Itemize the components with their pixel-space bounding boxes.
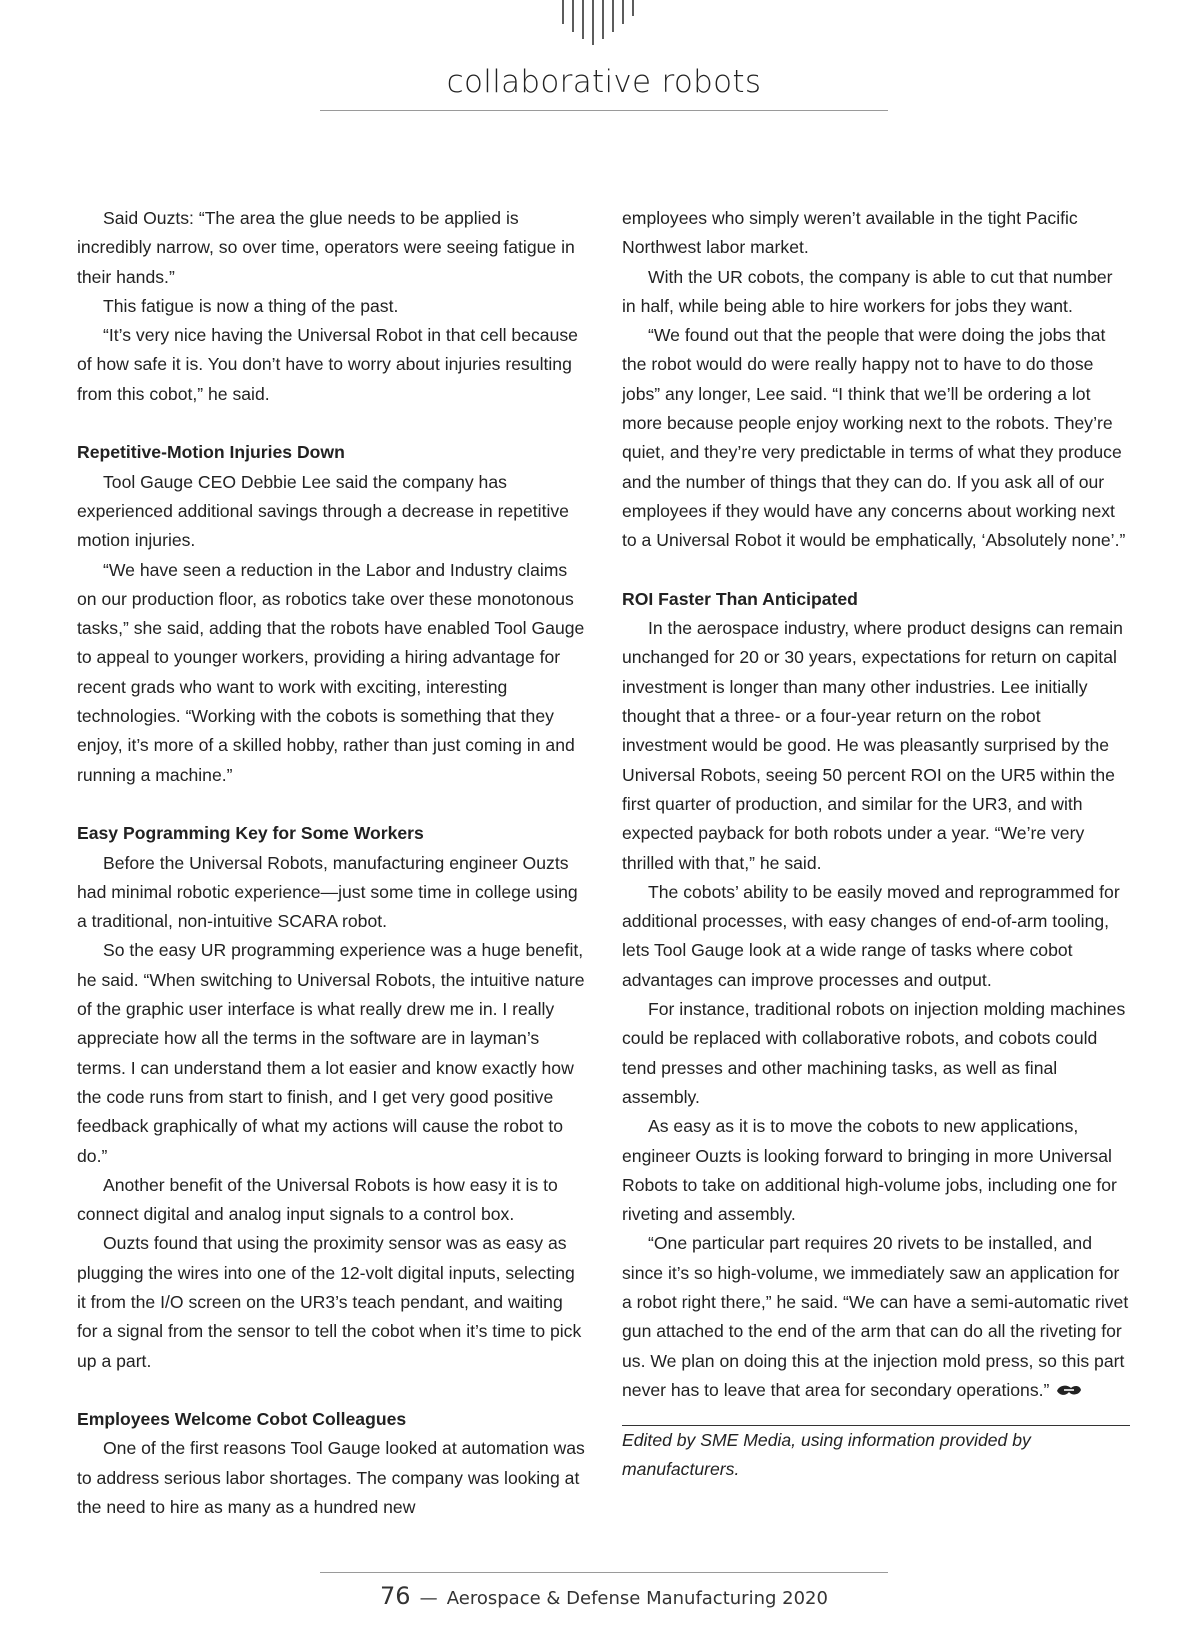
paragraph: As easy as it is to move the cobots to new applications, engineer Ouzts is looking forward to bringing in more Universal Robots to take on additional high-volume jobs, including one for riveting and assembly. — [622, 1116, 1117, 1225]
publication-name: Aerospace & Defense Manufacturing 2020 — [446, 1588, 828, 1609]
subheading: ROI Faster Than Anticipated — [622, 588, 858, 609]
paragraph: Before the Universal Robots, manufacturing engineer Ouzts had minimal robotic experience—just some time in college using a traditional, non-intuitive SCARA robot. — [77, 852, 578, 932]
footer-rule — [320, 1572, 888, 1573]
paragraph: In the aerospace industry, where product designs can remain unchanged for 20 or 30 years, expectations for return on capital investment is longer than many other industries. Lee initially thought that a three- or a four-year return on the robot investment would be good. He was pleasantly surprised by the Universal Robots, seeing 50 percent ROI on the UR5 within the first quarter of production, and similar for the UR3, and with expected payback for both robots under a year. “We’re very thrilled with that,” he said. — [622, 618, 1123, 873]
header-decoration-lines — [561, 0, 645, 46]
footer-separator: — — [419, 1588, 438, 1609]
paragraph: Tool Gauge CEO Debbie Lee said the company has experienced additional savings through a decrease in repetitive motion injuries. — [77, 471, 569, 551]
paragraph: Ouzts found that using the proximity sensor was as easy as plugging the wires into one of the 12-volt digital inputs, selecting it from the I/O screen on the UR3’s teach pendant, and waiting for a signal from the sensor to tell the cobot when it’s time to pick up a part. — [77, 1233, 582, 1371]
final-paragraph — [622, 1229, 1130, 1405]
paragraph: One of the first reasons Tool Gauge looked at automation was to address serious labor shortages. The company was looking at the need to hire as many as a hundred new — [77, 1438, 585, 1518]
subheading: Employees Welcome Cobot Colleagues — [77, 1409, 407, 1430]
editor-credit: Edited by SME Media, using information provided by manufacturers. — [622, 1430, 1031, 1480]
paragraph: For instance, traditional robots on injection molding machines could be replaced with collaborative robots, and cobots could tend presses and other machining tasks, as well as final assembly. — [622, 999, 1126, 1107]
paragraph: The cobots’ ability to be easily moved and reprogrammed for additional processes, with easy changes of end-of-arm tooling, lets Tool Gauge look at a wide range of tasks where cobot advantages can improve processes and output. — [622, 881, 1120, 990]
paragraph: With the UR cobots, the company is able to cut that number in half, while being able to hire workers for jobs they want. — [622, 266, 1113, 316]
page-footer — [0, 1582, 1200, 1610]
section-title: collaborative robots — [446, 64, 762, 100]
paragraph: “We have seen a reduction in the Labor and Industry claims on our production floor, as robotics take over these monotonous tasks,” she said, adding that the robots have enabled Tool Gauge to appeal to younger workers, providing a hiring advantage for recent grads who want to work with exciting, interesting technologies. “Working with the cobots is something that they enjoy, it’s more of a skilled hobby, rather than just coming in and running a machine.” — [77, 559, 585, 785]
subheading: Repetitive-Motion Injuries Down — [77, 442, 345, 463]
paragraph: So the easy UR programming experience was a huge benefit, he said. “When switching to Universal Robots, the intuitive nature of the graphic user interface is what really drew me in. I really appreciate how all the terms in the software are in layman’s terms. I can understand them a lot easier and know exactly how the code runs from start to finish, and I get very good positive feedback graphically of what my actions will cause the robot to do.” — [77, 940, 585, 1166]
final-paragraph-text: “One particular part requires 20 rivets to be installed, and since it’s so high-volume, we immediately saw an application for a robot right there,” he said. “We can have a semi-automatic rivet gun attached to the end of the arm that can do all the riveting for us. We plan on doing this at the injection mold press, so this part never has to leave that area for secondary operations.” — [622, 1233, 1129, 1400]
paragraph: “We found out that the people that were doing the jobs that the robot would do were really happy not to have to do those jobs” any longer, Lee said. “I think that we’ll be ordering a lot more because people enjoy working next to the robots. They’re quiet, and they’re very predictable in terms of what they produce and the number of things that they can do. If you ask all of our employees if they would have any concerns about working next to a Universal Robot it would be emphatically, ‘Absolutely none’.” — [622, 325, 1126, 551]
right-column — [622, 204, 1130, 1485]
header-rule — [320, 110, 888, 111]
paragraph: Another benefit of the Universal Robots is how easy it is to connect digital and analog input signals to a control box. — [77, 1174, 558, 1225]
paragraph: employees who simply weren’t available in the tight Pacific Northwest labor market. — [622, 208, 1078, 258]
paragraph: This fatigue is now a thing of the past. — [103, 295, 399, 316]
subheading: Easy Pogramming Key for Some Workers — [77, 823, 424, 844]
paragraph: Said Ouzts: “The area the glue needs to be applied is incredibly narrow, so over time, operators were seeing fatigue in their hands.” — [77, 208, 575, 287]
end-mark-icon — [1055, 1382, 1083, 1398]
paragraph: “It’s very nice having the Universal Robot in that cell because of how safe it is. You don’t have to worry about injuries resulting from this cobot,” he said. — [77, 325, 578, 404]
page-number: 76 — [380, 1582, 411, 1610]
left-column — [77, 204, 587, 1522]
